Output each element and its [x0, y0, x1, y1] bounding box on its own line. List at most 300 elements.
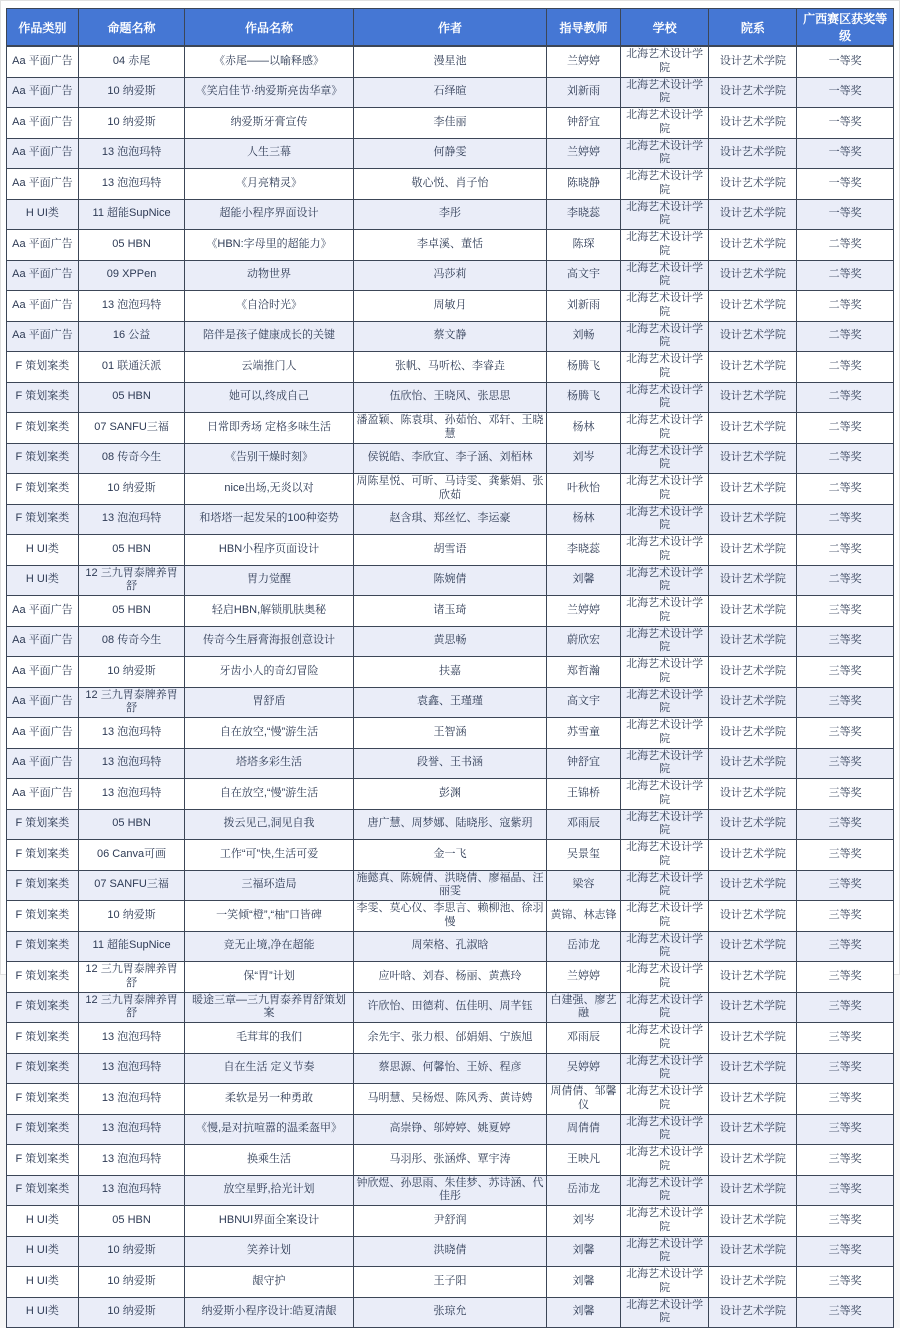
- cell-department: 设计艺术学院: [709, 596, 797, 627]
- cell-teacher: 兰婷婷: [547, 46, 621, 77]
- cell-award: 三等奖: [797, 1297, 894, 1328]
- cell-title: 自在生活 定义节奏: [185, 1053, 354, 1084]
- cell-school: 北海艺术设计学院: [620, 901, 709, 932]
- cell-teacher: 刘馨: [547, 1297, 621, 1328]
- cell-department: 设计艺术学院: [709, 840, 797, 871]
- cell-topic: 05 HBN: [78, 596, 184, 627]
- cell-school: 北海艺术设计学院: [620, 1023, 709, 1054]
- table-row: [7, 382, 894, 413]
- cell-topic: 10 纳爱斯: [78, 1297, 184, 1328]
- cell-title: 和塔塔一起发呆的100种姿势: [185, 504, 354, 535]
- cell-title: 一笑倾“橙”,“柚”口皆碑: [185, 901, 354, 932]
- cell-category: H UI类: [7, 1297, 79, 1328]
- cell-award: 一等奖: [797, 169, 894, 200]
- cell-department: 设计艺术学院: [709, 748, 797, 779]
- cell-department: 设计艺术学院: [709, 1297, 797, 1328]
- table-row: [7, 1114, 894, 1145]
- cell-topic: 04 赤尾: [78, 46, 184, 77]
- cell-award: 三等奖: [797, 1206, 894, 1237]
- cell-title: 拨云见己,洞见自我: [185, 809, 354, 840]
- cell-title: 陪伴是孩子健康成长的关键: [185, 321, 354, 352]
- cell-category: F 策划案类: [7, 931, 79, 962]
- table-row: [7, 596, 894, 627]
- cell-category: Aa 平面广告: [7, 108, 79, 139]
- cell-award: 三等奖: [797, 748, 894, 779]
- cell-school: 北海艺术设计学院: [620, 1206, 709, 1237]
- cell-award: 三等奖: [797, 1023, 894, 1054]
- cell-teacher: 邓雨辰: [547, 809, 621, 840]
- cell-department: 设计艺术学院: [709, 230, 797, 261]
- table-row: [7, 291, 894, 322]
- cell-school: 北海艺术设计学院: [620, 1114, 709, 1145]
- cell-award: 一等奖: [797, 77, 894, 108]
- cell-topic: 10 纳爱斯: [78, 474, 184, 505]
- cell-school: 北海艺术设计学院: [620, 535, 709, 566]
- table-row: [7, 535, 894, 566]
- cell-title: 暖途三章—三九胃泰养胃舒策划案: [185, 992, 354, 1023]
- cell-department: 设计艺术学院: [709, 352, 797, 383]
- cell-school: 北海艺术设计学院: [620, 1297, 709, 1328]
- cell-department: 设计艺术学院: [709, 199, 797, 230]
- cell-category: F 策划案类: [7, 352, 79, 383]
- cell-department: 设计艺术学院: [709, 687, 797, 718]
- cell-category: F 策划案类: [7, 962, 79, 993]
- cell-category: Aa 平面广告: [7, 46, 79, 77]
- cell-award: 二等奖: [797, 504, 894, 535]
- cell-teacher: 陈琛: [547, 230, 621, 261]
- cell-authors: 余先宇、张力根、邰娟娟、宁族旭: [353, 1023, 546, 1054]
- cell-authors: 扶嘉: [353, 657, 546, 688]
- cell-authors: 石绎暄: [353, 77, 546, 108]
- cell-school: 北海艺术设计学院: [620, 46, 709, 77]
- cell-category: F 策划案类: [7, 1175, 79, 1206]
- table-row: [7, 1175, 894, 1206]
- cell-teacher: 黄锦、林志锋: [547, 901, 621, 932]
- cell-department: 设计艺术学院: [709, 260, 797, 291]
- cell-department: 设计艺术学院: [709, 1114, 797, 1145]
- cell-department: 设计艺术学院: [709, 626, 797, 657]
- cell-award: 二等奖: [797, 260, 894, 291]
- table-header: [7, 9, 894, 47]
- cell-award: 三等奖: [797, 901, 894, 932]
- cell-topic: 12 三九胃泰牌养胃舒: [78, 992, 184, 1023]
- cell-school: 北海艺术设计学院: [620, 657, 709, 688]
- cell-teacher: 王映凡: [547, 1145, 621, 1176]
- cell-award: 三等奖: [797, 870, 894, 901]
- cell-authors: 潘盈颖、陈袁琪、孙茹怡、邓轩、王晓慧: [353, 413, 546, 444]
- cell-school: 北海艺术设计学院: [620, 565, 709, 596]
- table-row: [7, 565, 894, 596]
- cell-topic: 06 Canva可画: [78, 840, 184, 871]
- cell-category: Aa 平面广告: [7, 260, 79, 291]
- cell-department: 设计艺术学院: [709, 474, 797, 505]
- cell-teacher: 杨林: [547, 504, 621, 535]
- cell-authors: 侯锐皓、李欣宜、李子涵、刘栢林: [353, 443, 546, 474]
- cell-school: 北海艺术设计学院: [620, 992, 709, 1023]
- cell-teacher: 吴景玺: [547, 840, 621, 871]
- cell-category: F 策划案类: [7, 504, 79, 535]
- cell-topic: 12 三九胃泰牌养胃舒: [78, 962, 184, 993]
- cell-category: H UI类: [7, 565, 79, 596]
- cell-category: F 策划案类: [7, 870, 79, 901]
- column-header: 院系: [709, 9, 797, 47]
- cell-authors: 胡雪语: [353, 535, 546, 566]
- cell-title: HBN小程序页面设计: [185, 535, 354, 566]
- cell-topic: 12 三九胃泰牌养胃舒: [78, 687, 184, 718]
- cell-department: 设计艺术学院: [709, 870, 797, 901]
- cell-teacher: 李晓蕊: [547, 535, 621, 566]
- cell-teacher: 刘岑: [547, 1206, 621, 1237]
- cell-title: 她可以,终成自己: [185, 382, 354, 413]
- cell-title: 笑养计划: [185, 1236, 354, 1267]
- table-row: [7, 1053, 894, 1084]
- table-row: [7, 870, 894, 901]
- cell-department: 设计艺术学院: [709, 1053, 797, 1084]
- cell-category: Aa 平面广告: [7, 779, 79, 810]
- cell-teacher: 兰婷婷: [547, 962, 621, 993]
- cell-category: H UI类: [7, 1236, 79, 1267]
- cell-authors: 钟欣煜、孙思雨、朱佳梦、苏诗涵、代佳彤: [353, 1175, 546, 1206]
- cell-school: 北海艺术设计学院: [620, 1175, 709, 1206]
- cell-department: 设计艺术学院: [709, 108, 797, 139]
- cell-school: 北海艺术设计学院: [620, 779, 709, 810]
- table-row: [7, 901, 894, 932]
- cell-title: 《HBN:字母里的超能力》: [185, 230, 354, 261]
- cell-authors: 唐广慧、周梦娜、陆晓彤、寇紫玥: [353, 809, 546, 840]
- cell-award: 二等奖: [797, 291, 894, 322]
- cell-school: 北海艺术设计学院: [620, 962, 709, 993]
- cell-title: 《月亮精灵》: [185, 169, 354, 200]
- cell-topic: 01 联通沃派: [78, 352, 184, 383]
- cell-category: F 策划案类: [7, 443, 79, 474]
- cell-category: F 策划案类: [7, 992, 79, 1023]
- cell-topic: 13 泡泡玛特: [78, 504, 184, 535]
- cell-teacher: 高文宇: [547, 260, 621, 291]
- cell-title: 传奇今生唇膏海报创意设计: [185, 626, 354, 657]
- table-row: [7, 474, 894, 505]
- cell-award: 三等奖: [797, 1114, 894, 1145]
- cell-department: 设计艺术学院: [709, 291, 797, 322]
- cell-award: 二等奖: [797, 535, 894, 566]
- cell-school: 北海艺术设计学院: [620, 718, 709, 749]
- table-row: [7, 77, 894, 108]
- cell-school: 北海艺术设计学院: [620, 748, 709, 779]
- cell-topic: 08 传奇今生: [78, 443, 184, 474]
- cell-teacher: 杨腾飞: [547, 352, 621, 383]
- cell-title: 保“胃”计划: [185, 962, 354, 993]
- cell-school: 北海艺术设计学院: [620, 931, 709, 962]
- cell-award: 二等奖: [797, 382, 894, 413]
- cell-authors: 周敏月: [353, 291, 546, 322]
- cell-topic: 13 泡泡玛特: [78, 1175, 184, 1206]
- cell-title: 换乘生活: [185, 1145, 354, 1176]
- cell-award: 三等奖: [797, 840, 894, 871]
- cell-award: 三等奖: [797, 992, 894, 1023]
- cell-school: 北海艺术设计学院: [620, 1236, 709, 1267]
- cell-title: 自在放空,“慢”游生活: [185, 718, 354, 749]
- cell-topic: 13 泡泡玛特: [78, 1053, 184, 1084]
- column-header: 命题名称: [78, 9, 184, 47]
- cell-teacher: 梁容: [547, 870, 621, 901]
- cell-department: 设计艺术学院: [709, 321, 797, 352]
- table-row: [7, 1267, 894, 1298]
- cell-category: Aa 平面广告: [7, 77, 79, 108]
- table-row: [7, 199, 894, 230]
- cell-award: 二等奖: [797, 321, 894, 352]
- cell-school: 北海艺术设计学院: [620, 108, 709, 139]
- table-row: [7, 748, 894, 779]
- cell-title: 云端推门人: [185, 352, 354, 383]
- cell-topic: 10 纳爱斯: [78, 77, 184, 108]
- cell-department: 设计艺术学院: [709, 413, 797, 444]
- cell-teacher: 刘岑: [547, 443, 621, 474]
- cell-school: 北海艺术设计学院: [620, 352, 709, 383]
- cell-authors: 伍欣怡、王晓风、张思思: [353, 382, 546, 413]
- cell-award: 三等奖: [797, 1236, 894, 1267]
- cell-title: 胃舒盾: [185, 687, 354, 718]
- cell-teacher: 岳沛龙: [547, 931, 621, 962]
- cell-title: 牙齿小人的奇幻冒险: [185, 657, 354, 688]
- cell-title: 《慢,是对抗喧嚣的温柔盔甲》: [185, 1114, 354, 1145]
- table-row: [7, 657, 894, 688]
- cell-award: 三等奖: [797, 1084, 894, 1115]
- cell-title: 纳爱斯牙膏宣传: [185, 108, 354, 139]
- cell-school: 北海艺术设计学院: [620, 1267, 709, 1298]
- table-row: [7, 413, 894, 444]
- cell-award: 三等奖: [797, 931, 894, 962]
- cell-award: 三等奖: [797, 962, 894, 993]
- table-row: [7, 1297, 894, 1328]
- cell-award: 三等奖: [797, 779, 894, 810]
- cell-topic: 10 纳爱斯: [78, 108, 184, 139]
- cell-department: 设计艺术学院: [709, 1267, 797, 1298]
- cell-topic: 11 超能SupNice: [78, 199, 184, 230]
- cell-authors: 应叶晗、刘春、杨丽、黄燕玲: [353, 962, 546, 993]
- table-row: [7, 840, 894, 871]
- table-row: [7, 443, 894, 474]
- cell-department: 设计艺术学院: [709, 169, 797, 200]
- cell-department: 设计艺术学院: [709, 443, 797, 474]
- cell-department: 设计艺术学院: [709, 138, 797, 169]
- table-row: [7, 809, 894, 840]
- cell-title: 柔软是另一种勇敢: [185, 1084, 354, 1115]
- cell-category: F 策划案类: [7, 901, 79, 932]
- cell-authors: 彭渊: [353, 779, 546, 810]
- table-row: [7, 687, 894, 718]
- cell-category: F 策划案类: [7, 382, 79, 413]
- cell-school: 北海艺术设计学院: [620, 687, 709, 718]
- cell-teacher: 兰婷婷: [547, 596, 621, 627]
- table-header-row: [7, 9, 894, 47]
- cell-teacher: 刘馨: [547, 1236, 621, 1267]
- cell-topic: 13 泡泡玛特: [78, 748, 184, 779]
- table-row: [7, 138, 894, 169]
- cell-department: 设计艺术学院: [709, 382, 797, 413]
- cell-authors: 陈婉倩: [353, 565, 546, 596]
- cell-teacher: 白建强、廖艺融: [547, 992, 621, 1023]
- cell-teacher: 苏雪童: [547, 718, 621, 749]
- cell-award: 二等奖: [797, 443, 894, 474]
- table-row: [7, 46, 894, 77]
- cell-authors: 洪晓倩: [353, 1236, 546, 1267]
- cell-teacher: 刘畅: [547, 321, 621, 352]
- table-row: [7, 352, 894, 383]
- cell-category: F 策划案类: [7, 1114, 79, 1145]
- cell-authors: 张琼允: [353, 1297, 546, 1328]
- cell-award: 三等奖: [797, 1053, 894, 1084]
- cell-category: Aa 平面广告: [7, 321, 79, 352]
- cell-topic: 11 超能SupNice: [78, 931, 184, 962]
- cell-teacher: 刘馨: [547, 565, 621, 596]
- cell-school: 北海艺术设计学院: [620, 169, 709, 200]
- cell-department: 设计艺术学院: [709, 535, 797, 566]
- cell-category: F 策划案类: [7, 474, 79, 505]
- cell-school: 北海艺术设计学院: [620, 260, 709, 291]
- cell-title: 胃力觉醒: [185, 565, 354, 596]
- cell-authors: 马明慧、吴杨煜、陈风秀、黄诗娉: [353, 1084, 546, 1115]
- cell-authors: 赵含琪、郑丝忆、李运豪: [353, 504, 546, 535]
- cell-authors: 王子阳: [353, 1267, 546, 1298]
- table-row: [7, 108, 894, 139]
- cell-category: Aa 平面广告: [7, 596, 79, 627]
- cell-authors: 尹舒润: [353, 1206, 546, 1237]
- cell-school: 北海艺术设计学院: [620, 870, 709, 901]
- cell-teacher: 周倩倩: [547, 1114, 621, 1145]
- cell-teacher: 兰婷婷: [547, 138, 621, 169]
- cell-topic: 05 HBN: [78, 382, 184, 413]
- cell-school: 北海艺术设计学院: [620, 1053, 709, 1084]
- cell-award: 三等奖: [797, 809, 894, 840]
- cell-department: 设计艺术学院: [709, 809, 797, 840]
- table-row: [7, 169, 894, 200]
- cell-teacher: 郑哲瀚: [547, 657, 621, 688]
- cell-authors: 何静雯: [353, 138, 546, 169]
- cell-title: 工作“可”快,生活可爱: [185, 840, 354, 871]
- cell-school: 北海艺术设计学院: [620, 809, 709, 840]
- table-row: [7, 626, 894, 657]
- cell-award: 二等奖: [797, 413, 894, 444]
- cell-school: 北海艺术设计学院: [620, 474, 709, 505]
- cell-school: 北海艺术设计学院: [620, 1145, 709, 1176]
- cell-title: HBNUI界面全案设计: [185, 1206, 354, 1237]
- cell-award: 三等奖: [797, 1267, 894, 1298]
- cell-category: Aa 平面广告: [7, 291, 79, 322]
- cell-authors: 段誉、王书涵: [353, 748, 546, 779]
- cell-title: 纳爱斯小程序设计:皓夏清龈: [185, 1297, 354, 1328]
- cell-teacher: 吴婷婷: [547, 1053, 621, 1084]
- cell-department: 设计艺术学院: [709, 779, 797, 810]
- cell-award: 三等奖: [797, 1175, 894, 1206]
- cell-authors: 许欣怡、田德莉、伍佳明、周芊钰: [353, 992, 546, 1023]
- table-row: [7, 230, 894, 261]
- cell-topic: 07 SANFU三福: [78, 870, 184, 901]
- cell-topic: 05 HBN: [78, 230, 184, 261]
- cell-category: Aa 平面广告: [7, 657, 79, 688]
- cell-title: 轻启HBN,解锁肌肤奥秘: [185, 596, 354, 627]
- cell-category: H UI类: [7, 199, 79, 230]
- cell-category: F 策划案类: [7, 840, 79, 871]
- cell-title: 自在放空,“慢”游生活: [185, 779, 354, 810]
- awards-table: [6, 8, 894, 1328]
- table-row: [7, 1206, 894, 1237]
- cell-authors: 王智涵: [353, 718, 546, 749]
- cell-authors: 张帆、马听松、李睿垚: [353, 352, 546, 383]
- cell-category: H UI类: [7, 1206, 79, 1237]
- cell-title: 塔塔多彩生活: [185, 748, 354, 779]
- cell-authors: 周陈星悦、可昕、马诗雯、龚紫娟、张欣茹: [353, 474, 546, 505]
- cell-topic: 08 传奇今生: [78, 626, 184, 657]
- cell-award: 一等奖: [797, 138, 894, 169]
- cell-teacher: 陈晓静: [547, 169, 621, 200]
- cell-authors: 黄思畅: [353, 626, 546, 657]
- cell-department: 设计艺术学院: [709, 992, 797, 1023]
- cell-department: 设计艺术学院: [709, 1206, 797, 1237]
- cell-award: 三等奖: [797, 657, 894, 688]
- cell-category: F 策划案类: [7, 413, 79, 444]
- cell-category: F 策划案类: [7, 1084, 79, 1115]
- cell-title: 竞无止境,净在超能: [185, 931, 354, 962]
- cell-authors: 冯莎莉: [353, 260, 546, 291]
- cell-category: F 策划案类: [7, 809, 79, 840]
- table-body: [7, 46, 894, 1328]
- table-row: [7, 504, 894, 535]
- cell-authors: 袁鑫、王瑾瑾: [353, 687, 546, 718]
- table-row: [7, 1236, 894, 1267]
- cell-topic: 12 三九胃泰牌养胃舒: [78, 565, 184, 596]
- cell-title: 《笑启佳节·纳爱斯亮齿华章》: [185, 77, 354, 108]
- table-row: [7, 260, 894, 291]
- cell-teacher: 李晓蕊: [547, 199, 621, 230]
- table-row: [7, 931, 894, 962]
- cell-school: 北海艺术设计学院: [620, 382, 709, 413]
- cell-award: 三等奖: [797, 626, 894, 657]
- cell-school: 北海艺术设计学院: [620, 596, 709, 627]
- cell-award: 二等奖: [797, 474, 894, 505]
- cell-topic: 16 公益: [78, 321, 184, 352]
- cell-topic: 10 纳爱斯: [78, 657, 184, 688]
- cell-teacher: 钟舒宜: [547, 748, 621, 779]
- cell-category: Aa 平面广告: [7, 626, 79, 657]
- cell-teacher: 王锦桥: [547, 779, 621, 810]
- column-header: 作品类别: [7, 9, 79, 47]
- cell-title: 动物世界: [185, 260, 354, 291]
- cell-title: 放空星野,拾光计划: [185, 1175, 354, 1206]
- cell-award: 二等奖: [797, 230, 894, 261]
- cell-topic: 13 泡泡玛特: [78, 138, 184, 169]
- cell-authors: 李雯、莫心仪、李思言、赖柳池、徐羽慢: [353, 901, 546, 932]
- cell-authors: 诸玉琦: [353, 596, 546, 627]
- cell-department: 设计艺术学院: [709, 1145, 797, 1176]
- cell-teacher: 岳沛龙: [547, 1175, 621, 1206]
- cell-school: 北海艺术设计学院: [620, 138, 709, 169]
- cell-topic: 13 泡泡玛特: [78, 1114, 184, 1145]
- cell-authors: 蔡思源、何馨怡、王娇、程彦: [353, 1053, 546, 1084]
- column-header: 作者: [353, 9, 546, 47]
- cell-school: 北海艺术设计学院: [620, 443, 709, 474]
- cell-school: 北海艺术设计学院: [620, 840, 709, 871]
- cell-award: 三等奖: [797, 596, 894, 627]
- cell-award: 一等奖: [797, 199, 894, 230]
- table-row: [7, 779, 894, 810]
- cell-school: 北海艺术设计学院: [620, 1084, 709, 1115]
- cell-authors: 施懿真、陈婉倩、洪晓倩、廖福晶、汪丽雯: [353, 870, 546, 901]
- cell-department: 设计艺术学院: [709, 962, 797, 993]
- cell-department: 设计艺术学院: [709, 901, 797, 932]
- cell-department: 设计艺术学院: [709, 657, 797, 688]
- cell-category: F 策划案类: [7, 1145, 79, 1176]
- cell-school: 北海艺术设计学院: [620, 626, 709, 657]
- cell-school: 北海艺术设计学院: [620, 199, 709, 230]
